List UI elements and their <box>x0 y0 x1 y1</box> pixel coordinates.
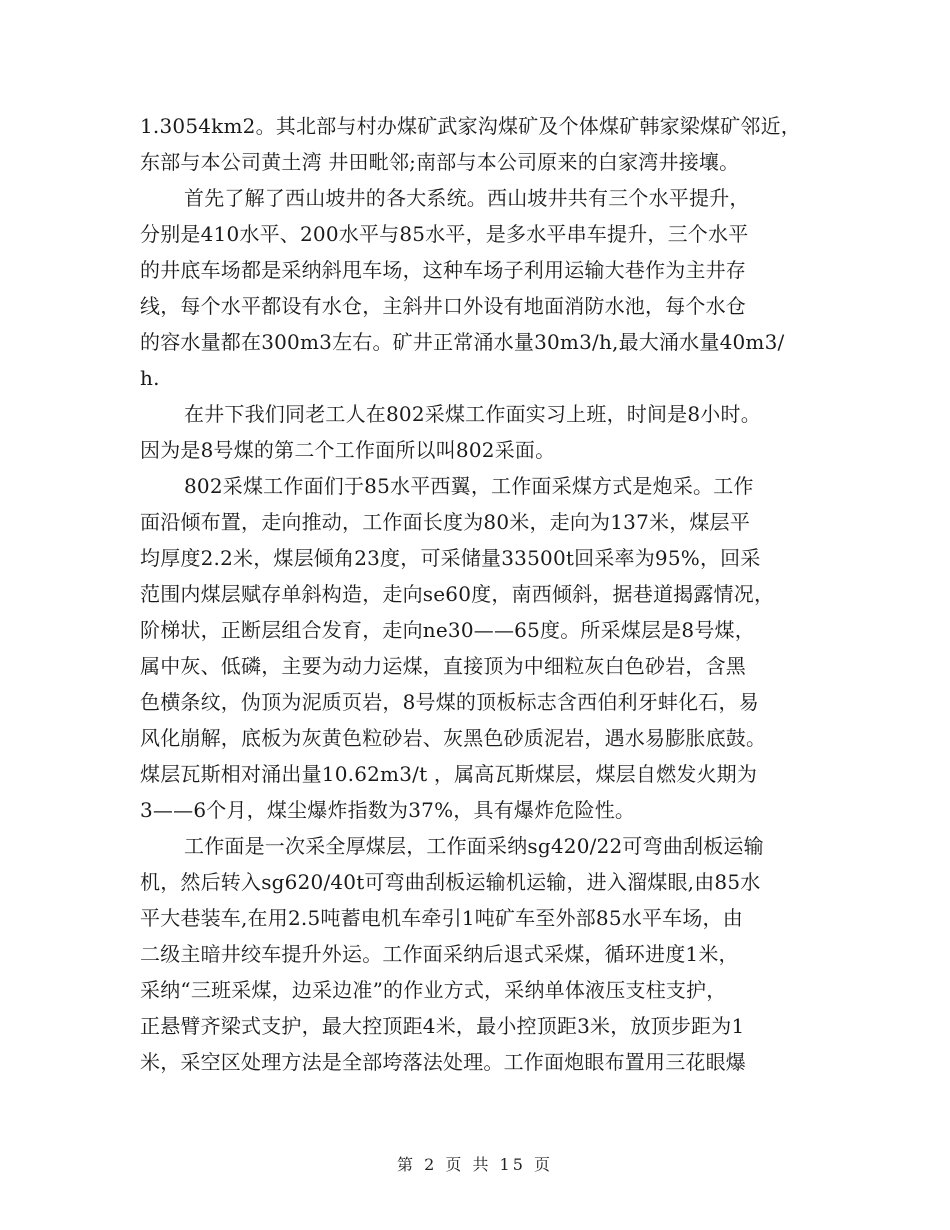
text-line: 面沿倾布置，走向推动，工作面长度为80米，走向为137米，煤层平 <box>140 510 751 534</box>
text-line: 二级主暗井绞车提升外运。工作面采纳后退式采煤，循环进度1米， <box>140 942 739 966</box>
text-line: 的容水量都在300m3左右。矿井正常涌水量30m3/h,最大涌水量40m3/ <box>140 330 785 354</box>
text-line: 煤层瓦斯相对涌出量10.62m3/t ，属高瓦斯煤层，煤层自燃发火期为 <box>140 762 758 786</box>
text-line: 范围内煤层赋存单斜构造，走向se60度，南西倾斜，据巷道揭露情况， <box>140 582 775 606</box>
text-line: 分别是410水平、200水平与85水平，是多水平串车提升，三个水平 <box>140 222 749 246</box>
text-line: 风化崩解，底板为灰黄色粒砂岩、灰黑色砂质泥岩，遇水易膨胀底鼓。 <box>140 726 767 750</box>
text-line: 在井下我们同老工人在802采煤工作面实习上班，时间是8小时。 <box>184 402 761 426</box>
text-line: 平大巷装车,在用2.5吨蓄电机车牵引1吨矿车至外部85水平车场，由 <box>140 906 743 930</box>
text-line: 的井底车场都是采纳斜甩车场，这种车场子利用运输大巷作为主井存 <box>140 258 746 282</box>
text-line: 802采煤工作面们于85水平西翼，工作面采煤方式是炮采。工作 <box>184 474 754 498</box>
text-line: h. <box>140 366 160 390</box>
text-line: 3——6个月，煤尘爆炸指数为37%，具有爆炸危险性。 <box>140 798 636 822</box>
text-line: 属中灰、低磷，主要为动力运煤，直接顶为中细粒灰白色砂岩，含黑 <box>140 654 746 678</box>
text-line: 均厚度2.2米，煤层倾角23度，可采储量33500t回采率为95%，回采 <box>140 546 761 570</box>
text-line: 因为是8号煤的第二个工作面所以叫802采面。 <box>140 438 556 462</box>
text-line: 工作面是一次采全厚煤层，工作面采纳sg420/22可弯曲刮板运输 <box>184 834 764 858</box>
text-line: 采纳“三班采煤，边采边准”的作业方式，采纳单体液压支柱支护， <box>140 978 727 1002</box>
page-footer: 第 2 页 共 15 页 <box>397 1155 553 1174</box>
text-line: 1.3054km2。其北部与村办煤矿武家沟煤矿及个体煤矿韩家梁煤矿邻近， <box>140 114 801 138</box>
text-line: 色横条纹，伪顶为泥质页岩，8号煤的顶板标志含西伯利牙蚌化石，易 <box>140 690 759 714</box>
text-line: 机，然后转入sg620/40t可弯曲刮板运输机运输，进入溜煤眼,由85水 <box>140 870 761 894</box>
document-body <box>140 108 812 1080</box>
text-line: 东部与本公司黄土湾 井田毗邻;南部与本公司原来的白家湾井接壤。 <box>140 150 740 174</box>
text-line: 首先了解了西山坡井的各大系统。西山坡井共有三个水平提升， <box>184 186 750 210</box>
text-line: 阶梯状，正断层组合发育，走向ne30——65度。所采煤层是8号煤， <box>140 618 755 642</box>
text-line: 正悬臂齐梁式支护，最大控顶距4米，最小控顶距3米，放顶步距为1 <box>140 1014 745 1038</box>
text-line: 米，采空区处理方法是全部垮落法处理。工作面炮眼布置用三花眼爆 <box>140 1050 746 1074</box>
text-line: 线，每个水平都设有水仓，主斜井口外设有地面消防水池，每个水仓 <box>140 294 746 318</box>
